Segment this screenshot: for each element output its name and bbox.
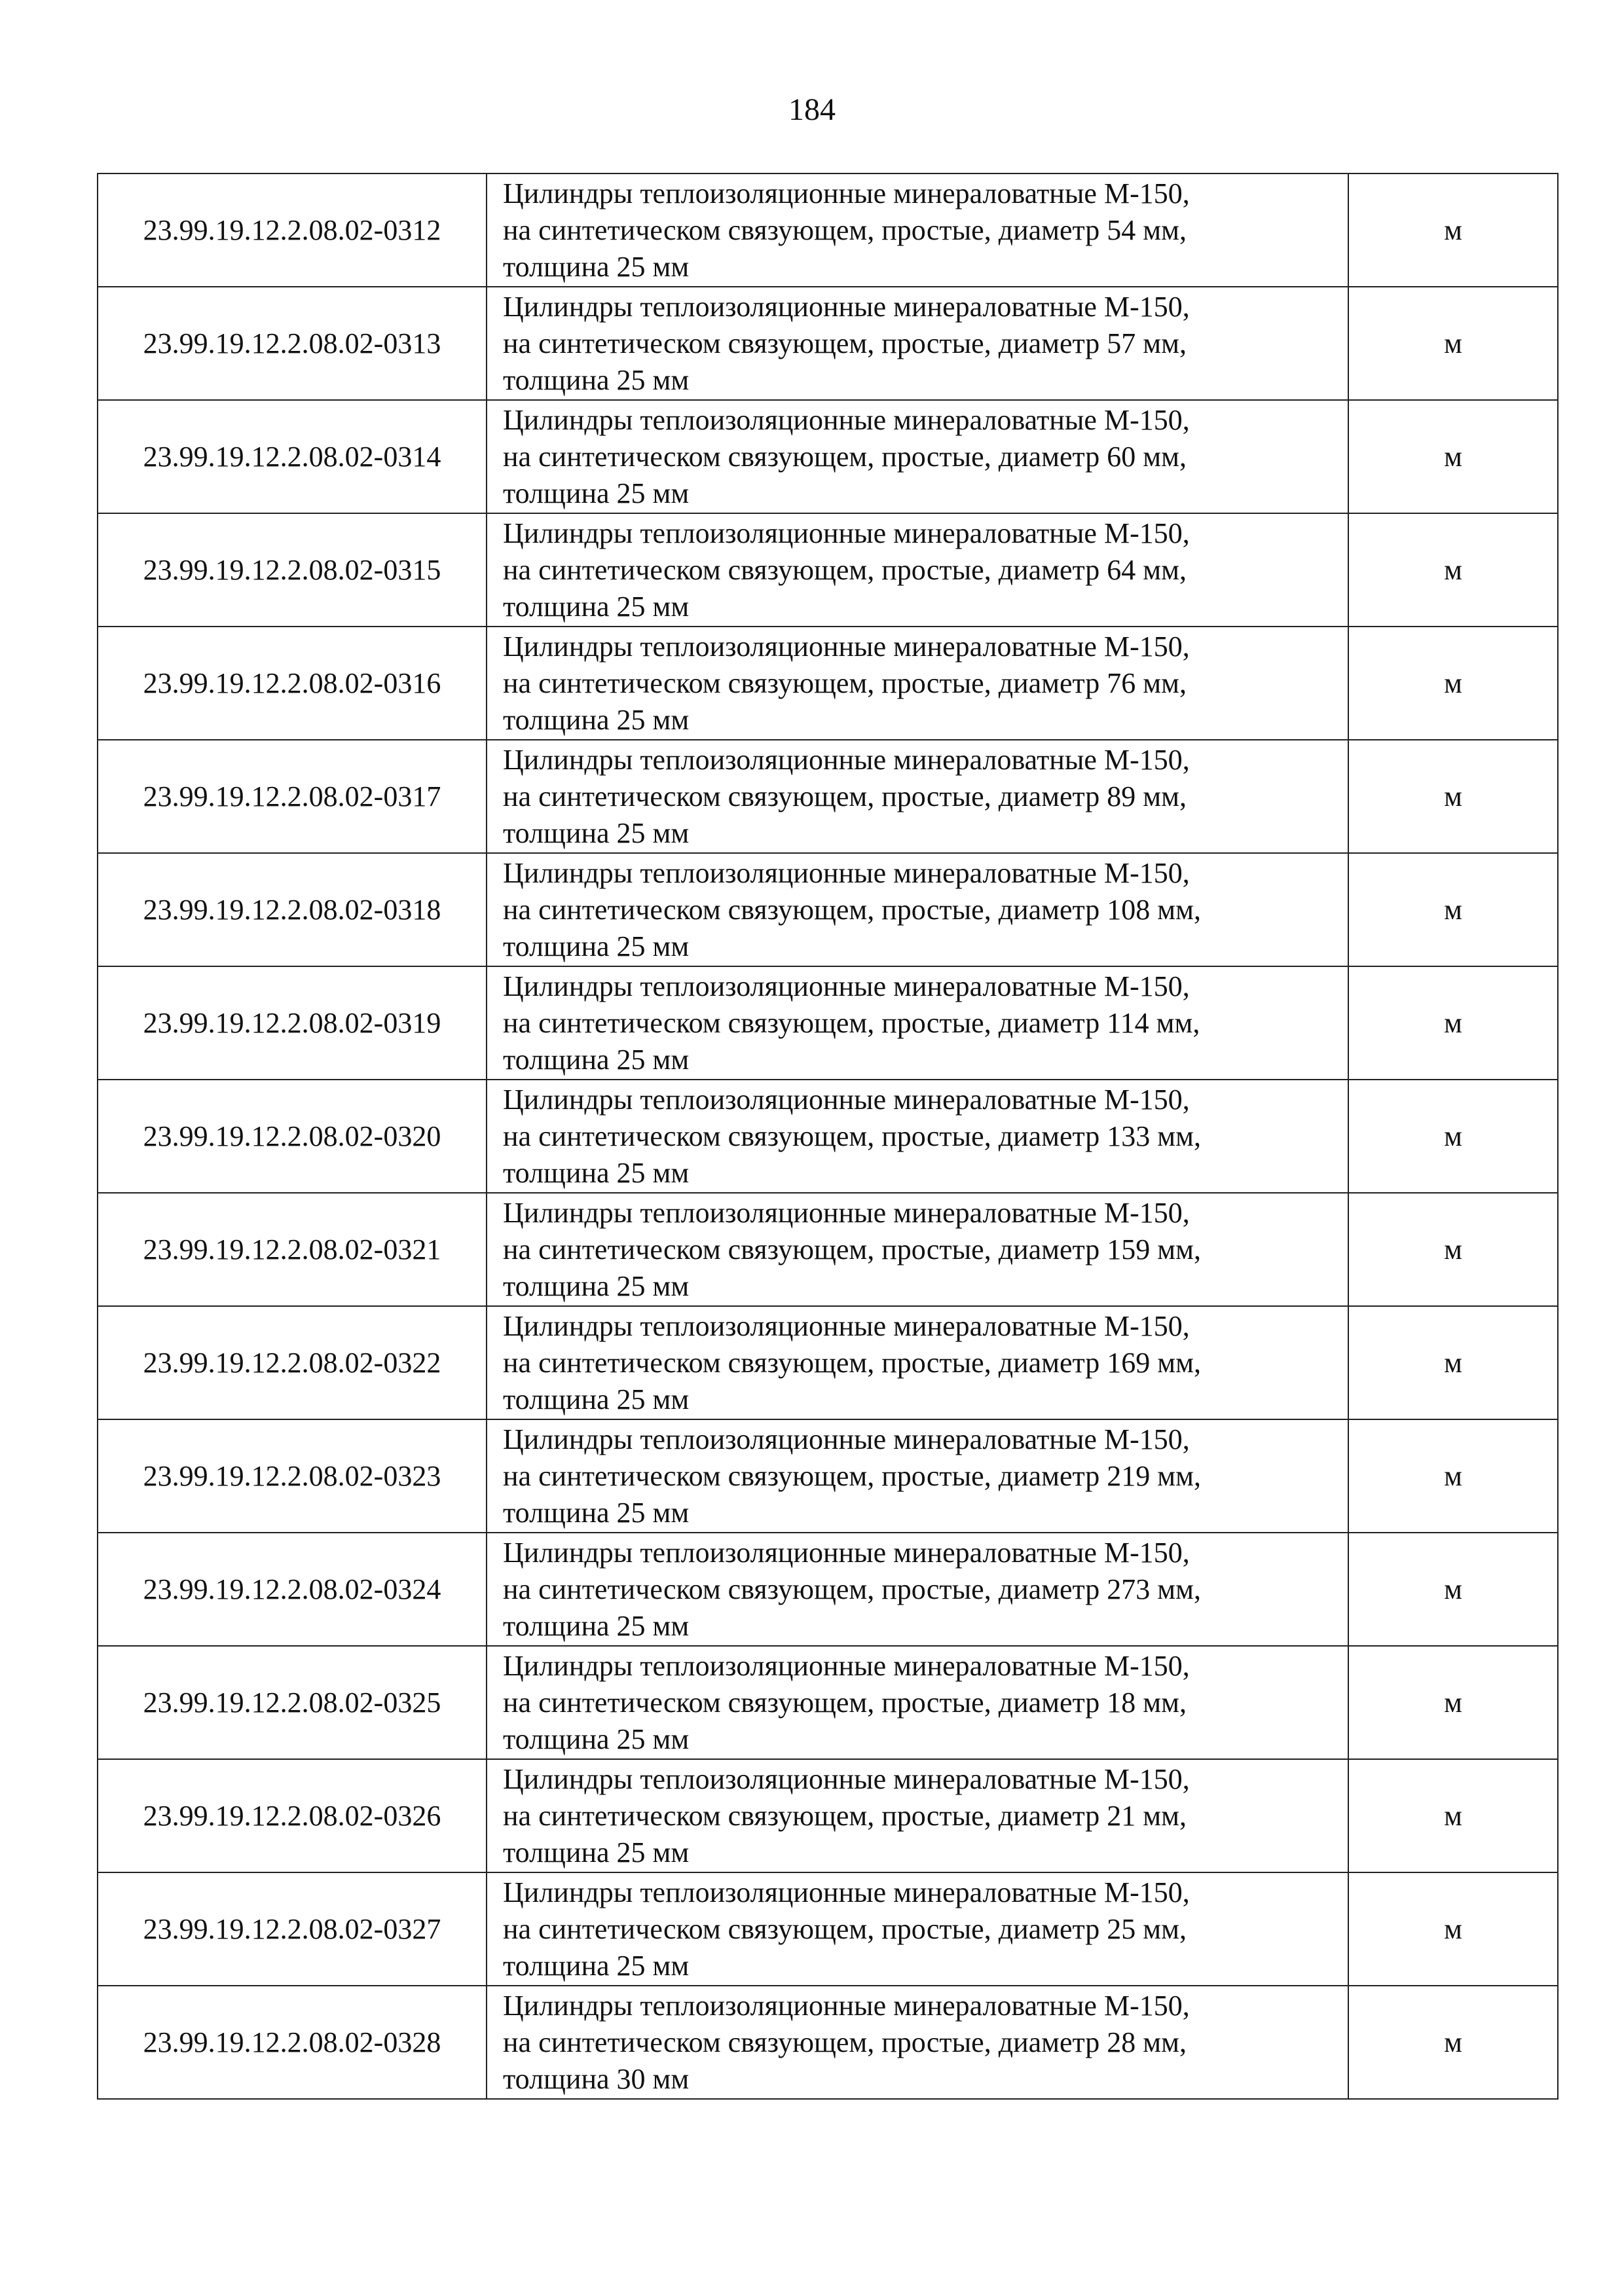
table-row — [98, 627, 1558, 740]
description-line: на синтетическом связующем, простые, диаметр 114 мм, — [503, 1006, 1200, 1039]
table-row — [98, 740, 1558, 853]
description-line: Цилиндры теплоизоляционные минераловатные М-150, — [503, 403, 1190, 436]
item-unit: м — [1348, 966, 1558, 1080]
description-line: Цилиндры теплоизоляционные минераловатные М-150, — [503, 630, 1190, 663]
item-code: 23.99.19.12.2.08.02-0322 — [98, 1306, 487, 1419]
table-row — [98, 1759, 1558, 1872]
description-line: толщина 30 мм — [503, 2062, 690, 2095]
description-line: толщина 25 мм — [503, 1043, 690, 1076]
description-line: на синтетическом связующем, простые, диаметр 25 мм, — [503, 1912, 1187, 1945]
item-description — [487, 1080, 1348, 1193]
table-row — [98, 1419, 1558, 1533]
description-line: на синтетическом связующем, простые, диаметр 273 мм, — [503, 1573, 1201, 1605]
description-line: Цилиндры теплоизоляционные минераловатные М-150, — [503, 517, 1190, 549]
description-line: на синтетическом связующем, простые, диаметр 54 мм, — [503, 213, 1187, 246]
table-row — [98, 1533, 1558, 1646]
description-line: Цилиндры теплоизоляционные минераловатные М-150, — [503, 1423, 1190, 1455]
description-line: Цилиндры теплоизоляционные минераловатные М-150, — [503, 1309, 1190, 1342]
description-line: на синтетическом связующем, простые, диаметр 108 мм, — [503, 893, 1201, 926]
description-line: Цилиндры теплоизоляционные минераловатные М-150, — [503, 1989, 1190, 2022]
description-line: толщина 25 мм — [503, 477, 690, 509]
description-line: на синтетическом связующем, простые, диаметр 219 мм, — [503, 1459, 1201, 1492]
description-line: на синтетическом связующем, простые, диаметр 57 мм, — [503, 327, 1187, 359]
item-unit: м — [1348, 1533, 1558, 1646]
description-line: толщина 25 мм — [503, 1949, 690, 1982]
item-code: 23.99.19.12.2.08.02-0321 — [98, 1193, 487, 1306]
description-line: на синтетическом связующем, простые, диаметр 76 мм, — [503, 666, 1187, 699]
item-code: 23.99.19.12.2.08.02-0313 — [98, 287, 487, 400]
description-line: Цилиндры теплоизоляционные минераловатные М-150, — [503, 1762, 1190, 1795]
item-description — [487, 1533, 1348, 1646]
item-description — [487, 1872, 1348, 1986]
description-line: толщина 25 мм — [503, 1722, 690, 1755]
item-unit: м — [1348, 1872, 1558, 1986]
item-unit: м — [1348, 1646, 1558, 1759]
table-row — [98, 1872, 1558, 1986]
description-line: толщина 25 мм — [503, 250, 690, 283]
item-description — [487, 287, 1348, 400]
item-unit: м — [1348, 1080, 1558, 1193]
description-line: на синтетическом связующем, простые, диаметр 28 мм, — [503, 2026, 1187, 2058]
item-code: 23.99.19.12.2.08.02-0315 — [98, 513, 487, 627]
description-line: толщина 25 мм — [503, 1609, 690, 1642]
description-line: толщина 25 мм — [503, 1156, 690, 1189]
item-code: 23.99.19.12.2.08.02-0324 — [98, 1533, 487, 1646]
item-description — [487, 1986, 1348, 2099]
description-line: на синтетическом связующем, простые, диаметр 159 мм, — [503, 1233, 1201, 1266]
table-row — [98, 1646, 1558, 1759]
table-row — [98, 1193, 1558, 1306]
description-line: Цилиндры теплоизоляционные минераловатные М-150, — [503, 1083, 1190, 1116]
table-row — [98, 853, 1558, 966]
description-line: толщина 25 мм — [503, 1496, 690, 1529]
item-unit: м — [1348, 627, 1558, 740]
item-description — [487, 173, 1348, 287]
description-line: на синтетическом связующем, простые, диаметр 18 мм, — [503, 1686, 1187, 1719]
item-code: 23.99.19.12.2.08.02-0318 — [98, 853, 487, 966]
item-code: 23.99.19.12.2.08.02-0317 — [98, 740, 487, 853]
description-line: Цилиндры теплоизоляционные минераловатные М-150, — [503, 1196, 1190, 1229]
table-row — [98, 966, 1558, 1080]
table-body — [98, 173, 1558, 2099]
item-description — [487, 1759, 1348, 1872]
item-code: 23.99.19.12.2.08.02-0316 — [98, 627, 487, 740]
description-line: толщина 25 мм — [503, 1383, 690, 1415]
description-line: толщина 25 мм — [503, 930, 690, 962]
table-row — [98, 1080, 1558, 1193]
description-line: на синтетическом связующем, простые, диаметр 133 мм, — [503, 1120, 1201, 1152]
item-code: 23.99.19.12.2.08.02-0325 — [98, 1646, 487, 1759]
item-description — [487, 1193, 1348, 1306]
description-line: Цилиндры теплоизоляционные минераловатные М-150, — [503, 1876, 1190, 1908]
table-row — [98, 513, 1558, 627]
item-description — [487, 1419, 1348, 1533]
description-line: на синтетическом связующем, простые, диаметр 21 мм, — [503, 1799, 1187, 1832]
item-code: 23.99.19.12.2.08.02-0314 — [98, 400, 487, 513]
item-code: 23.99.19.12.2.08.02-0323 — [98, 1419, 487, 1533]
item-unit: м — [1348, 513, 1558, 627]
description-line: толщина 25 мм — [503, 703, 690, 736]
description-line: толщина 25 мм — [503, 590, 690, 623]
item-unit: м — [1348, 1986, 1558, 2099]
description-line: Цилиндры теплоизоляционные минераловатные М-150, — [503, 1536, 1190, 1569]
item-description — [487, 966, 1348, 1080]
table-row — [98, 1986, 1558, 2099]
item-description — [487, 1646, 1348, 1759]
table-row — [98, 173, 1558, 287]
description-line: Цилиндры теплоизоляционные минераловатные М-150, — [503, 177, 1190, 210]
description-line: Цилиндры теплоизоляционные минераловатные М-150, — [503, 743, 1190, 776]
description-line: Цилиндры теплоизоляционные минераловатные М-150, — [503, 1649, 1190, 1682]
item-code: 23.99.19.12.2.08.02-0319 — [98, 966, 487, 1080]
item-description — [487, 400, 1348, 513]
item-code: 23.99.19.12.2.08.02-0320 — [98, 1080, 487, 1193]
item-code: 23.99.19.12.2.08.02-0327 — [98, 1872, 487, 1986]
description-line: на синтетическом связующем, простые, диаметр 64 мм, — [503, 553, 1187, 586]
description-line: на синтетическом связующем, простые, диаметр 60 мм, — [503, 440, 1187, 473]
description-line: толщина 25 мм — [503, 363, 690, 396]
item-unit: м — [1348, 173, 1558, 287]
description-line: толщина 25 мм — [503, 1836, 690, 1868]
item-unit: м — [1348, 287, 1558, 400]
item-description — [487, 1306, 1348, 1419]
description-line: на синтетическом связующем, простые, диаметр 169 мм, — [503, 1346, 1201, 1379]
item-unit: м — [1348, 400, 1558, 513]
description-line: толщина 25 мм — [503, 816, 690, 849]
page-number: 184 — [788, 92, 836, 127]
item-description — [487, 853, 1348, 966]
item-code: 23.99.19.12.2.08.02-0326 — [98, 1759, 487, 1872]
item-code: 23.99.19.12.2.08.02-0312 — [98, 173, 487, 287]
item-unit: м — [1348, 1759, 1558, 1872]
materials-table — [97, 173, 1559, 2100]
description-line: Цилиндры теплоизоляционные минераловатные М-150, — [503, 856, 1190, 889]
item-unit: м — [1348, 853, 1558, 966]
description-line: толщина 25 мм — [503, 1269, 690, 1302]
item-description — [487, 513, 1348, 627]
description-line: Цилиндры теплоизоляционные минераловатные М-150, — [503, 290, 1190, 323]
item-description — [487, 740, 1348, 853]
description-line: на синтетическом связующем, простые, диаметр 89 мм, — [503, 780, 1187, 812]
item-unit: м — [1348, 1193, 1558, 1306]
table-row — [98, 400, 1558, 513]
item-code: 23.99.19.12.2.08.02-0328 — [98, 1986, 487, 2099]
item-unit: м — [1348, 740, 1558, 853]
description-line: Цилиндры теплоизоляционные минераловатные М-150, — [503, 970, 1190, 1002]
table-row — [98, 1306, 1558, 1419]
item-unit: м — [1348, 1306, 1558, 1419]
item-description — [487, 627, 1348, 740]
item-unit: м — [1348, 1419, 1558, 1533]
table-row — [98, 287, 1558, 400]
